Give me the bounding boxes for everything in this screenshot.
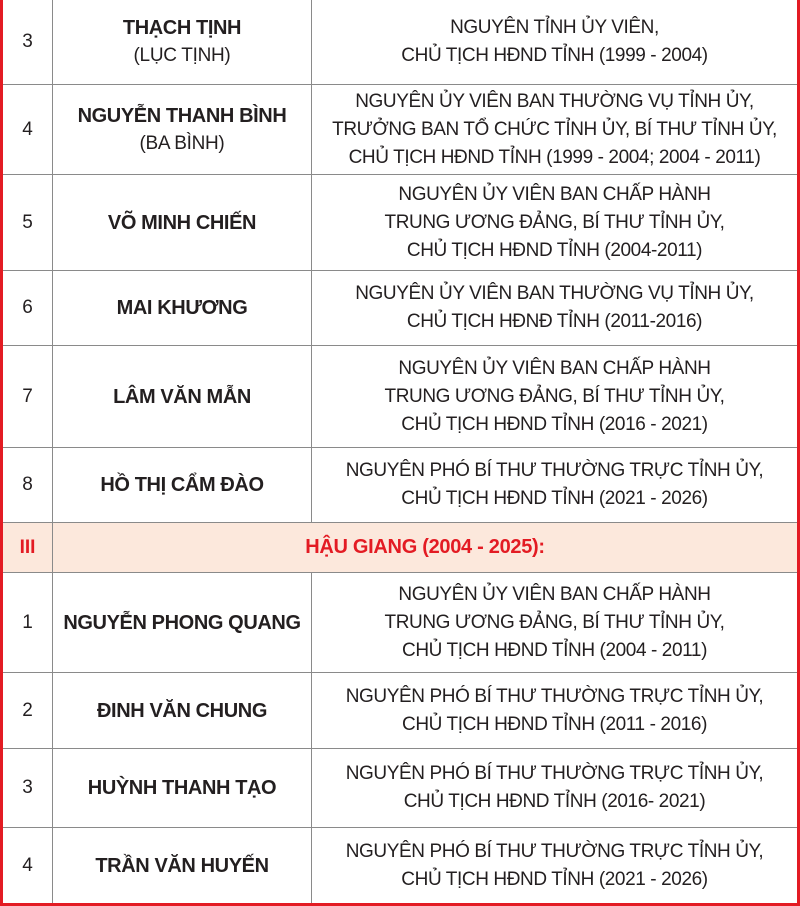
table-row xyxy=(3,448,797,523)
person-name-cell xyxy=(53,0,312,84)
position-line: NGUYÊN TỈNH ỦY VIÊN, xyxy=(450,17,659,38)
person-name-cell xyxy=(53,346,312,447)
row-number: 4 xyxy=(3,828,53,903)
position-line: TRUNG ƯƠNG ĐẢNG, BÍ THƯ TỈNH ỦY, xyxy=(384,611,725,633)
position-line: CHỦ TỊCH HĐND TỈNH (2021 - 2026) xyxy=(401,868,708,890)
position-cell xyxy=(312,85,797,174)
position-line: CHỦ TỊCH HĐNĐ TỈNH (2011-2016) xyxy=(406,311,703,332)
row-number: 5 xyxy=(3,175,53,270)
section-title: HẬU GIANG (2004 - 2025): xyxy=(305,536,545,558)
person-name: THẠCH TỊNH xyxy=(122,17,242,39)
person-name: VÕ MINH CHIẾN xyxy=(107,211,257,234)
position-cell xyxy=(312,175,797,270)
position-line: CHỦ TỊCH HĐND TỈNH (1999 - 2004; 2004 - 2011) xyxy=(348,146,761,168)
position-cell xyxy=(312,346,797,447)
person-name-cell xyxy=(53,271,312,345)
position-line: TRUNG ƯƠNG ĐẢNG, BÍ THƯ TỈNH ỦY, xyxy=(384,385,725,407)
table-row xyxy=(3,175,797,271)
table-grid xyxy=(3,0,797,903)
person-alias: (LỤC TỊNH) xyxy=(133,45,231,66)
person-name-cell xyxy=(53,175,312,270)
person-name: NGUYỄN THANH BÌNH xyxy=(77,104,287,127)
row-number: 1 xyxy=(3,573,53,672)
table-row xyxy=(3,749,797,828)
row-number: 3 xyxy=(3,0,53,84)
row-number: 3 xyxy=(3,749,53,827)
position-line: NGUYÊN ỦY VIÊN BAN CHẤP HÀNH xyxy=(398,357,711,379)
position-line: TRUNG ƯƠNG ĐẢNG, BÍ THƯ TỈNH ỦY, xyxy=(384,211,725,233)
position-line: NGUYÊN PHÓ BÍ THƯ THƯỜNG TRỰC TỈNH ỦY, xyxy=(345,685,764,707)
position-line: CHỦ TỊCH HĐND TỈNH (2011 - 2016) xyxy=(402,713,707,735)
position-line: CHỦ TỊCH HĐND TỈNH (2004 - 2011) xyxy=(402,639,707,661)
position-cell xyxy=(312,448,797,522)
person-name-cell xyxy=(53,749,312,827)
person-name-cell xyxy=(53,673,312,748)
position-line: NGUYÊN PHÓ BÍ THƯ THƯỜNG TRỰC TỈNH ỦY, xyxy=(345,763,764,784)
position-line: TRƯỞNG BAN TỔ CHỨC TỈNH ỦY, BÍ THƯ TỈNH ỦY, xyxy=(332,118,777,140)
position-line: NGUYÊN ỦY VIÊN BAN THƯỜNG VỤ TỈNH ỦY, xyxy=(355,283,754,304)
position-line: NGUYÊN PHÓ BÍ THƯ THƯỜNG TRỰC TỈNH ỦY, xyxy=(345,840,764,862)
person-name-cell xyxy=(53,448,312,522)
person-name: HỒ THỊ CẨM ĐÀO xyxy=(100,474,264,496)
person-name: NGUYỄN PHONG QUANG xyxy=(63,611,301,634)
row-number: 8 xyxy=(3,448,53,522)
position-line: CHỦ TỊCH HĐND TỈNH (2021 - 2026) xyxy=(401,488,708,509)
position-line: CHỦ TỊCH HĐND TỈNH (1999 - 2004) xyxy=(401,45,708,66)
row-number: 4 xyxy=(3,85,53,174)
position-line: CHỦ TỊCH HĐND TỈNH (2016 - 2021) xyxy=(401,413,708,435)
person-name-cell xyxy=(53,573,312,672)
table-row xyxy=(3,573,797,673)
person-alias: (BA BÌNH) xyxy=(139,132,225,154)
position-cell xyxy=(312,271,797,345)
row-number: 6 xyxy=(3,271,53,345)
position-line: NGUYÊN PHÓ BÍ THƯ THƯỜNG TRỰC TỈNH ỦY, xyxy=(345,460,764,481)
section-header-row xyxy=(3,523,797,573)
position-line: NGUYÊN ỦY VIÊN BAN CHẤP HÀNH xyxy=(398,183,711,205)
person-name-cell xyxy=(53,85,312,174)
person-name: MAI KHƯƠNG xyxy=(116,297,248,319)
row-number: 7 xyxy=(3,346,53,447)
person-name: ĐINH VĂN CHUNG xyxy=(97,699,267,722)
table-row xyxy=(3,85,797,175)
table-row xyxy=(3,0,797,85)
table-row xyxy=(3,346,797,448)
position-line: NGUYÊN ỦY VIÊN BAN THƯỜNG VỤ TỈNH ỦY, xyxy=(355,90,754,112)
position-line: CHỦ TỊCH HĐND TỈNH (2016- 2021) xyxy=(403,791,706,812)
person-name: LÂM VĂN MẪN xyxy=(113,385,251,408)
position-cell xyxy=(312,673,797,748)
section-number: III xyxy=(3,523,53,572)
position-cell xyxy=(312,828,797,903)
position-line: NGUYÊN ỦY VIÊN BAN CHẤP HÀNH xyxy=(398,583,711,605)
table-row xyxy=(3,828,797,903)
position-cell xyxy=(312,749,797,827)
table-row xyxy=(3,271,797,346)
person-name-cell xyxy=(53,828,312,903)
position-cell xyxy=(312,0,797,84)
position-cell xyxy=(312,573,797,672)
person-name: TRẦN VĂN HUYẾN xyxy=(95,854,269,877)
row-number: 2 xyxy=(3,673,53,748)
person-name: HUỲNH THANH TẠO xyxy=(87,777,277,799)
table-row xyxy=(3,673,797,749)
position-line: CHỦ TỊCH HĐND TỈNH (2004-2011) xyxy=(406,239,703,261)
